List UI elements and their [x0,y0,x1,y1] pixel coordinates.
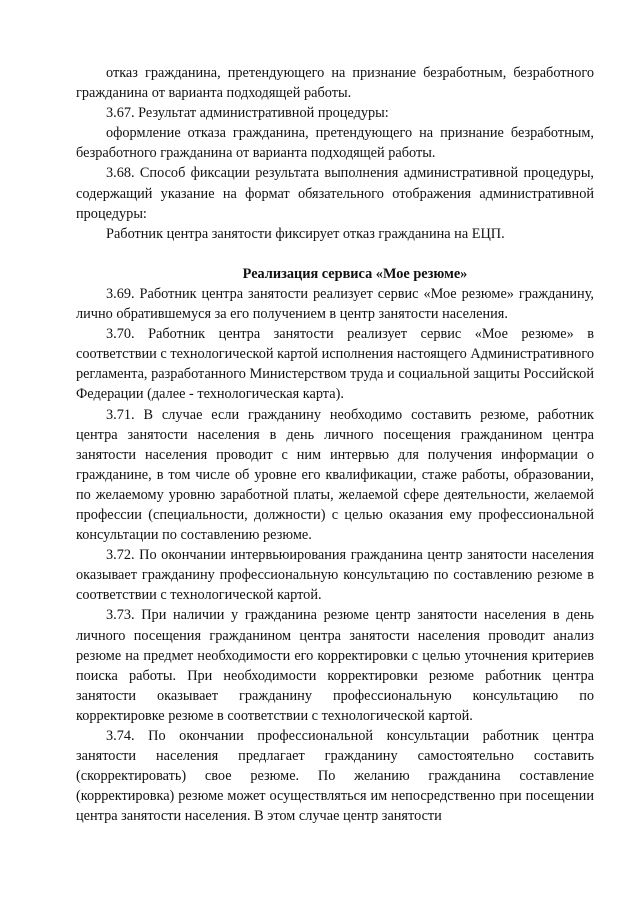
paragraph: 3.67. Результат административной процедуры: [106,105,389,122]
paragraph: отказ гражданина, претендующего на признание безработным, безработного гражданина от варианта подходящей работы. [76,65,594,102]
paragraph: 3.69. Работник центра занятости реализует сервис «Мое резюме» гражданину, лично обратившемуся за его получением в центр занятости населения. [76,285,594,323]
paragraph: 3.71. В случае если гражданину необходимо составить резюме, работник центра занятости населения в день личного посещения гражданином центра занятости населения проводит с ним интервью для получения информации о гражданине, в том числе об уровне его квалификации, стаже работы, образовании, по желаемому уровню заработной платы, желаемой сфере деятельности, желаемой профессии (специальности, должности) с целью оказания ему профессиональной консультации по составлению резюме. [76,406,594,544]
paragraph: 3.73. При наличии у гражданина резюме центр занятости населения в день личного посещения гражданином центра занятости населения проводит анализ резюме на предмет необходимости его корректировки с целью уточнения критериев поиска работы. При необходимости корректировки резюме работник центра занятости оказывает гражданину профессиональную консультацию по корректировке резюме в соответствии с технологической картой. [76,607,594,724]
paragraph: 3.70. Работник центра занятости реализует сервис «Мое резюме» в соответствии с технологической картой исполнения настоящего Административного регламента, разработанного Министерством труда и социальной защиты Российской Федерации (далее - технологическая карта). [76,326,594,403]
paragraph: 3.74. По окончании профессиональной консультации работник центра занятости населения предлагает гражданину самостоятельно составить (скорректировать) свое резюме. По желанию гражданина составление (корректировка) резюме может осуществляться им непосредственно при посещении центра занятости населения. В этом случае центр занятости [76,728,594,825]
paragraph: 3.68. Способ фиксации результата выполнения административной процедуры, содержащий указание на формат обязательного отображения административной процедуры: [76,165,594,222]
section-heading: Реализация сервиса «Мое резюме» [242,265,468,282]
paragraph: 3.72. По окончании интервьюирования гражданина центр занятости населения оказывает гражданину профессиональную консультацию по составлению резюме в соответствии с технологической картой. [76,547,594,604]
section-spacer [76,244,594,264]
paragraph: оформление отказа гражданина, претендующего на признание безработным, безработного гражданина от варианта подходящей работы. [76,125,594,162]
paragraph: Работник центра занятости фиксирует отказ гражданина на ЕЦП. [106,225,505,242]
